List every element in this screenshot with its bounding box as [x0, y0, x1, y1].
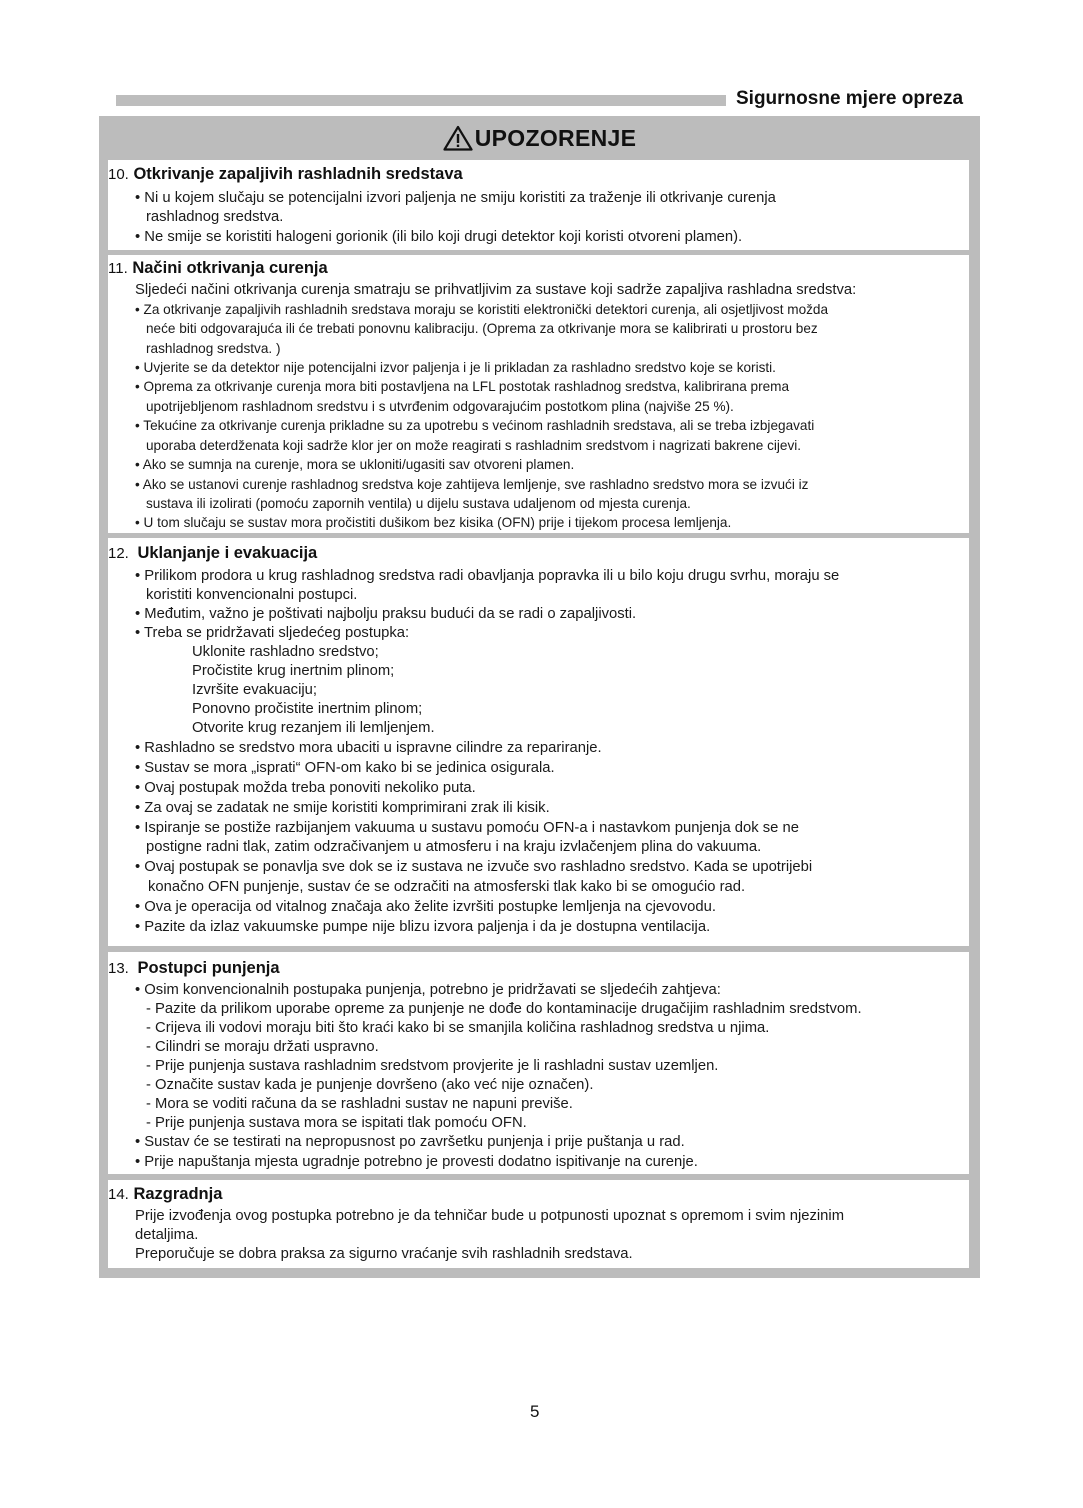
- section-12-line: • Prilikom prodora u krug rashladnog sredstva radi obavljanja popravka ili u bilo koju drugu svrhu, moraju se: [135, 568, 840, 584]
- section-10-title: Otkrivanje zapaljivih rashladnih sredstava: [133, 165, 463, 183]
- page-header-title: Sigurnosne mjere opreza: [736, 88, 964, 109]
- section-14-line: detaljima.: [135, 1227, 199, 1243]
- section-12-step: Ponovno pročistite inertnim plinom;: [192, 701, 423, 717]
- section-14-title: Razgradnja: [133, 1185, 223, 1203]
- section-12-title: Uklanjanje i evakuacija: [137, 544, 318, 562]
- section-11-line: • Ako se sumnja na curenje, mora se ukloniti/ugasiti sav otvoreni plamen.: [135, 457, 575, 472]
- section-11-line: upotrijebljenom rashladnom sredstvu i s utvrđenim odgovarajućim postotkom plina (najviše 25 %).: [146, 399, 734, 414]
- section-12-line: konačno OFN punjenje, sustav će se odzračiti na atmosferski tlak kako bi se omogućio rad.: [148, 879, 746, 895]
- section-12-heading: [108, 544, 317, 563]
- section-11-line: • Ako se ustanovi curenje rashladnog sredstva koje zahtijeva lemljenje, sve rashladno sredstvo mora se izvući iz: [135, 477, 809, 492]
- section-12-step: Uklonite rashladno sredstvo;: [192, 644, 379, 660]
- section-14-number: 14.: [108, 1186, 129, 1203]
- section-12-line: postigne radni tlak, zatim odzračivanjem u atmosferu i na kraju izvlačenjem plina do vakuuma.: [146, 839, 762, 855]
- section-14-line: Prije izvođenja ovog postupka potrebno je da tehničar bude u potpunosti upoznat s opremom i svim njezinim: [135, 1208, 845, 1224]
- section-12-step: Izvršite evakuaciju;: [192, 682, 318, 698]
- section-13-number: 13.: [108, 960, 129, 977]
- section-10-number: 10.: [108, 166, 129, 183]
- section-10-line: • Ne smije se koristiti halogeni gorionik (ili bilo koji drugi detektor koji koristi otvoreni plamen).: [135, 229, 743, 245]
- section-10-line: rashladnog sredstva.: [146, 209, 284, 225]
- section-13-line: • Osim konvencionalnih postupaka punjenja, potrebno je pridržavati se sljedećih zahtjeva:: [135, 982, 721, 998]
- warning-heading: [99, 116, 980, 160]
- section-11-line: • U tom slučaju se sustav mora pročistiti dušikom bez kisika (OFN) prije i tijekom procesa lemljenja.: [135, 515, 732, 530]
- section-14-heading: [108, 1185, 222, 1204]
- section-13-line: - Prije punjenja sustava mora se ispitati tlak pomoću OFN.: [146, 1115, 527, 1131]
- warning-triangle-icon: [443, 125, 473, 151]
- section-11-line: neće biti odgovarajuća ili će trebati ponovnu kalibraciju. (Oprema za otkrivanje mora se kalibrirati u prostoru bez: [146, 321, 818, 336]
- section-13-line: - Crijeva ili vodovi moraju biti što kraći kako bi se smanjila količina rashladnog sredstva u njima.: [146, 1020, 770, 1036]
- warning-box: [99, 116, 980, 1278]
- section-11-line: uporaba deterdženata koji sadrže klor jer on može reagirati s rashladnim sredstvom i nagrizati bakrene cijevi.: [146, 438, 802, 453]
- section-11-line: rashladnog sredstva. ): [146, 341, 281, 356]
- section-14: [108, 1180, 969, 1268]
- section-10: [108, 160, 969, 250]
- warning-title: UPOZORENJE: [474, 124, 637, 151]
- section-12-line: • Za ovaj se zadatak ne smije koristiti komprimirani zrak ili kisik.: [135, 800, 550, 816]
- section-13-line: - Mora se voditi računa da se rashladni sustav ne napuni previše.: [146, 1096, 573, 1112]
- section-12: [108, 538, 969, 946]
- section-13-line: • Prije napuštanja mjesta ugradnje potrebno je provesti dodatno ispitivanje na curenje.: [135, 1154, 698, 1170]
- section-10-line: • Ni u kojem slučaju se potencijalni izvori paljenja ne smiju koristiti za traženje ili otkrivanje curenja: [135, 190, 776, 206]
- section-11-number: 11.: [108, 260, 128, 277]
- section-12-line: • Ovaj postupak možda treba ponoviti nekoliko puta.: [135, 780, 476, 796]
- section-11-heading: [108, 259, 328, 278]
- section-13-line: • Sustav će se testirati na nepropusnost po završetku punjenja i prije puštanja u rad.: [135, 1134, 685, 1150]
- header-rule: [116, 95, 726, 106]
- section-11-line: • Tekućine za otkrivanje curenja prikladne su za upotrebu s većinom rashladnih sredstava, ali se treba izbjegavati: [135, 418, 815, 433]
- section-12-line: • Treba se pridržavati sljedećeg postupka:: [135, 625, 410, 641]
- section-13-title: Postupci punjenja: [137, 959, 280, 977]
- section-11-line: sustava ili izolirati (pomoću zapornih ventila) u dijelu sustava udaljenom od mjesta curenja.: [146, 496, 691, 511]
- section-12-line: • Ispiranje se postiže razbijanjem vakuuma u sustavu pomoću OFN-a i nastavkom punjenja dok se ne: [135, 820, 799, 836]
- section-13-heading: [108, 959, 280, 978]
- section-12-line: • Ova je operacija od vitalnog značaja ako želite izvršiti postupke lemljenja na cjevovodu.: [135, 899, 716, 915]
- section-12-line: • Rashladno se sredstvo mora ubaciti u ispravne cilindre za repariranje.: [135, 740, 602, 756]
- section-12-line: • Međutim, važno je poštivati najbolju praksu budući da se radi o zapaljivosti.: [135, 606, 637, 622]
- section-13-line: - Pazite da prilikom uporabe opreme za punjenje ne dođe do kontaminacije drugačijim rashladnim sredstvom.: [146, 1001, 862, 1017]
- section-12-line: • Pazite da izlaz vakuumske pumpe nije blizu izvora paljenja i da je dostupna ventilacija.: [135, 919, 711, 935]
- section-10-heading: [108, 165, 463, 184]
- section-11-line: Sljedeći načini otkrivanja curenja smatraju se prihvatljivim za sustave koji sadrže zapaljiva rashladna sredstva:: [135, 282, 857, 298]
- section-14-line: Preporučuje se dobra praksa za sigurno vraćanje svih rashladnih sredstava.: [135, 1246, 633, 1262]
- page-number: 5: [530, 1402, 540, 1421]
- section-13-line: - Označite sustav kada je punjenje dovršeno (ako već nije označen).: [146, 1077, 594, 1093]
- section-12-line: • Sustav se mora „isprati“ OFN-om kako bi se jedinica osigurala.: [135, 760, 555, 776]
- section-11-line: • Uvjerite se da detektor nije potencijalni izvor paljenja i je li prikladan za rashladno sredstvo koje se koristi.: [135, 360, 776, 375]
- section-11: [108, 255, 969, 533]
- section-13-line: - Prije punjenja sustava rashladnim sredstvom provjerite je li rashladni sustav uzemljen.: [146, 1058, 719, 1074]
- section-13-line: - Cilindri se moraju držati uspravno.: [146, 1039, 379, 1055]
- section-11-line: • Oprema za otkrivanje curenja mora biti postavljena na LFL postotak rashladnog sredstva, kalibrirana prema: [135, 379, 790, 394]
- section-12-line: koristiti konvencionalni postupci.: [146, 587, 358, 603]
- section-12-line: • Ovaj postupak se ponavlja sve dok se iz sustava ne izvuče svo rashladno sredstvo. Kada se upotrijebi: [135, 859, 813, 875]
- section-12-step: Otvorite krug rezanjem ili lemljenjem.: [192, 720, 435, 736]
- section-11-title: Načini otkrivanja curenja: [132, 259, 328, 277]
- section-13: [108, 952, 969, 1174]
- section-11-line: • Za otkrivanje zapaljivih rashladnih sredstava moraju se koristiti elektronički detektori curenja, ali osjetljivost možda: [135, 302, 829, 317]
- section-12-step: Pročistite krug inertnim plinom;: [192, 663, 395, 679]
- section-12-number: 12.: [108, 545, 129, 562]
